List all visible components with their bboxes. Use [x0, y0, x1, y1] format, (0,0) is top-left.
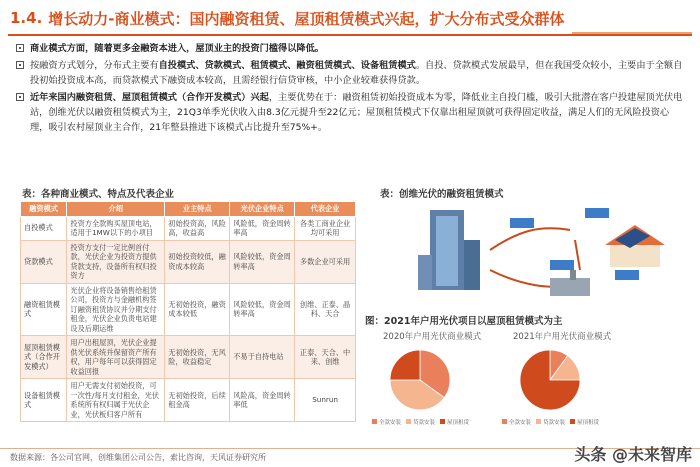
- table-title: 表：各种商业模式、特点及代表企业: [22, 189, 175, 200]
- bullet-text: 商业模式方面，随着更多金融资本进入，屋顶业主的投资门槛得以降低。: [30, 43, 324, 54]
- bullet-text: 按融资方式划分，分布式主要有: [30, 60, 159, 71]
- table-cell: Sunrun: [295, 379, 356, 422]
- title-bar: [0, 0, 700, 36]
- legend-label: 贷款安装: [413, 420, 436, 426]
- bullet-text: 。自投、贷款模式发展最早，但在我国受众较小，主要由于全额自投初始投资成本高，而贷款模式下融资成本较高，且需经银行信贷审核，中小企业较难获得贷款。: [30, 60, 683, 86]
- title-number: 1.4.: [10, 9, 43, 27]
- house-solar-icon: [605, 225, 665, 267]
- bullet-item: [14, 90, 686, 135]
- arrow-top-icon: [490, 228, 570, 250]
- table-cell: 自投模式: [21, 216, 67, 240]
- table-cell: 风险较低，资金周转率高: [230, 240, 295, 283]
- watermark: 头条 @未来智库: [574, 445, 692, 464]
- table-header-row: [21, 202, 356, 217]
- table-row: [21, 240, 356, 283]
- legend-label: 全款安装: [509, 420, 532, 426]
- bullet-item: [14, 41, 686, 56]
- table-header-cell: 光伏企业特点: [230, 202, 295, 217]
- table-cell: 风险较低，资金周转率高: [230, 283, 295, 336]
- legend-swatch: [570, 419, 575, 424]
- pie-section-title: 图：2021年户用光伏项目以屋顶租赁模式为主: [365, 316, 563, 327]
- factory-icon: [550, 270, 590, 296]
- table-cell: 贷款模式: [21, 240, 67, 283]
- table-row: [21, 216, 356, 240]
- table-header-cell: 业主特点: [165, 202, 230, 217]
- label-box-icon: [550, 260, 574, 270]
- page-title: 增长动力-商业模式：国内融资租赁、屋顶租赁模式兴起，扩大分布式受众群体: [48, 9, 565, 28]
- pie-subtitle-2020: 2020年户用光伏商业模式: [383, 332, 482, 342]
- checkbox-bullet-icon: [16, 44, 24, 52]
- table-cell: 投资方全款购买屋顶电站，适用于1MW以下的小项目: [67, 216, 165, 240]
- table-cell: 初始投资高，风险高，收益高: [165, 216, 230, 240]
- table-row: [21, 283, 356, 336]
- checkbox-bullet-icon: [16, 61, 24, 69]
- table-cell: 创维、正泰、晶科、天合: [295, 283, 356, 336]
- bullet-item: [14, 58, 686, 88]
- footer-source: 数据来源：各公司官网，创维集团公司公告，索比咨询，天风证券研究所: [10, 453, 266, 462]
- legend-label: 贷款安装: [543, 420, 566, 426]
- table-cell: 光伏企业将设备销售给租赁公司，投资方与金融机构签订融资租赁协议并分期支付租金，光伏企业负责电站建设及后期运维: [67, 283, 165, 336]
- table-cell: 初始投资较低，融资成本较高: [165, 240, 230, 283]
- pie-charts: [360, 340, 690, 440]
- bullet-list: [14, 41, 686, 137]
- legend-label: 全款安装: [379, 420, 402, 426]
- table-cell: 无初始投资，后续租金高: [165, 379, 230, 422]
- legend-swatch: [536, 419, 541, 424]
- table-cell: 不易于自持电站: [230, 336, 295, 379]
- legend-swatch: [502, 419, 507, 424]
- legend-label: 屋顶租赁: [447, 420, 470, 426]
- table-cell: 风险高，资金周转率低: [230, 379, 295, 422]
- pie-subtitle-2021: 2021年户用光伏商业模式: [513, 332, 612, 342]
- table-cell: 用户无需支付初始投资，可一次性/每月支付租金，光伏系统所有权归属于光伏企业，光伏板归客户所有: [67, 379, 165, 422]
- table-cell: 风险低，资金周转率高: [230, 216, 295, 240]
- table-cell: 无初始投资，无风险，收益稳定: [165, 336, 230, 379]
- legend-swatch: [440, 419, 445, 424]
- diagram-title: 表：创维光伏的融资租赁模式: [380, 189, 504, 200]
- label-box-icon: [510, 218, 534, 228]
- legend-swatch: [372, 419, 377, 424]
- pie-slice: [390, 350, 420, 380]
- table-header-cell: 代表企业: [295, 202, 356, 217]
- legend-swatch: [406, 419, 411, 424]
- table-cell: 设备租赁模式: [21, 379, 67, 422]
- table-row: [21, 379, 356, 422]
- table-row: [21, 336, 356, 379]
- table-cell: 屋顶租赁模式（合作开发模式）: [21, 336, 67, 379]
- table-cell: 无初始投资，融资成本较低: [165, 283, 230, 336]
- label-box-icon: [615, 270, 639, 280]
- checkbox-bullet-icon: [16, 93, 24, 101]
- title-divider: [8, 34, 692, 36]
- table-header-cell: 融资模式: [21, 202, 67, 217]
- table-cell: 各类工商业企业均可采用: [295, 216, 356, 240]
- table-cell: 多数企业可采用: [295, 240, 356, 283]
- business-model-table: [20, 201, 356, 422]
- legend-label: 屋顶租赁: [577, 420, 600, 426]
- bullet-text: ，主要优势在于：融资租赁初始投资成本为零，降低业主自投门槛，吸引大批潜在客户投建屋顶光伏电站，创维光伏以融资租赁模式为主，21Q3单季光伏收入由8.3亿元提升至22亿元；屋顶租赁模式下仅靠出租屋顶就可获得固定收益，满足人们的无风险投资心理，吸引农村屋顶业主合作，21年整县推进下该模式占比提升至75%+。: [30, 92, 683, 133]
- table-cell: 融资租赁模式: [21, 283, 67, 336]
- bullet-text: 近年来国内融资租赁、屋顶租赁模式（合作开发模式）兴起: [30, 92, 269, 103]
- financing-lease-diagram: [400, 200, 675, 305]
- table-header-cell: 介绍: [67, 202, 165, 217]
- table-cell: 投资方支付一定比例首付款，光伏企业为投资方提供贷款支持，设备所有权归投资方: [67, 240, 165, 283]
- table-cell: 正泰、天合、中来、创维: [295, 336, 356, 379]
- bullet-text: 自投模式、贷款模式、租赁模式、融资租赁模式、设备租赁模式: [158, 60, 416, 71]
- building-icon: [418, 210, 480, 290]
- label-box-icon: [585, 208, 609, 218]
- table-cell: 用户出租屋顶，光伏企业提供光伏系统并保留资产所有权，用户每年可以获得固定收益回报: [67, 336, 165, 379]
